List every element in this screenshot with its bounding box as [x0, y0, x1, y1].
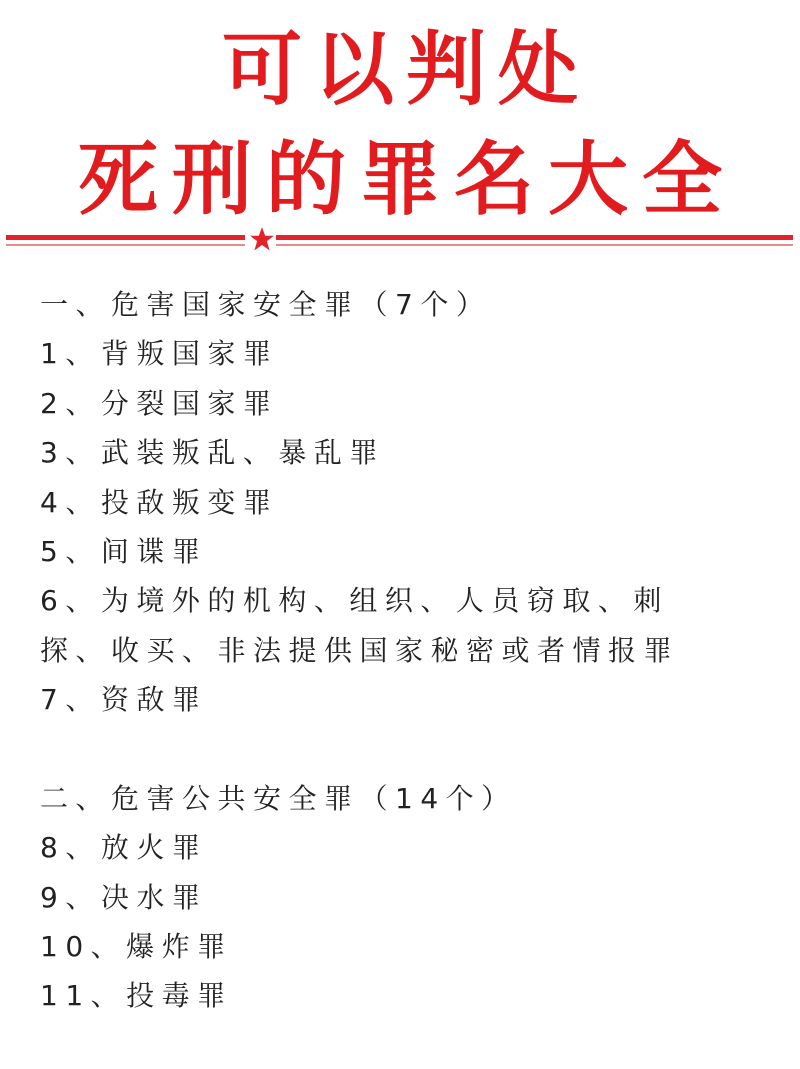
section-heading: 二、危害公共安全罪（14个）: [40, 781, 517, 815]
list-item: 7、资敌罪: [40, 683, 208, 717]
list-item: 3、武装叛乱、暴乱罪: [40, 436, 385, 470]
divider-left-thin: [6, 244, 245, 246]
list-item: 2、分裂国家罪: [40, 386, 279, 420]
list-item: 1、背叛国家罪: [40, 337, 279, 371]
blank-line: [40, 725, 800, 774]
list-item: 4、投敌叛变罪: [40, 485, 279, 519]
list-item: 8、放火罪: [40, 831, 208, 865]
list-item: 6、为境外的机构、组织、人员窃取、刺: [40, 584, 669, 618]
list-item-continuation: 探、收买、非法提供国家秘密或者情报罪: [40, 633, 680, 667]
star-icon: [249, 226, 275, 252]
divider-right-thick: [276, 235, 793, 240]
title-line-2: 死刑的罪名大全: [78, 133, 736, 226]
title-line-1: 可以判处: [222, 23, 590, 116]
divider-right-thin: [276, 244, 793, 246]
list-item: 10、爆炸罪: [40, 930, 233, 964]
divider-left-thick: [6, 235, 245, 240]
list-item: 5、间谍罪: [40, 534, 208, 568]
section-heading: 一、危害国家安全罪（7个）: [40, 288, 492, 321]
list-item: 11、投毒罪: [40, 979, 233, 1013]
crime-list: [40, 280, 800, 1021]
list-item: 9、决水罪: [40, 880, 208, 914]
